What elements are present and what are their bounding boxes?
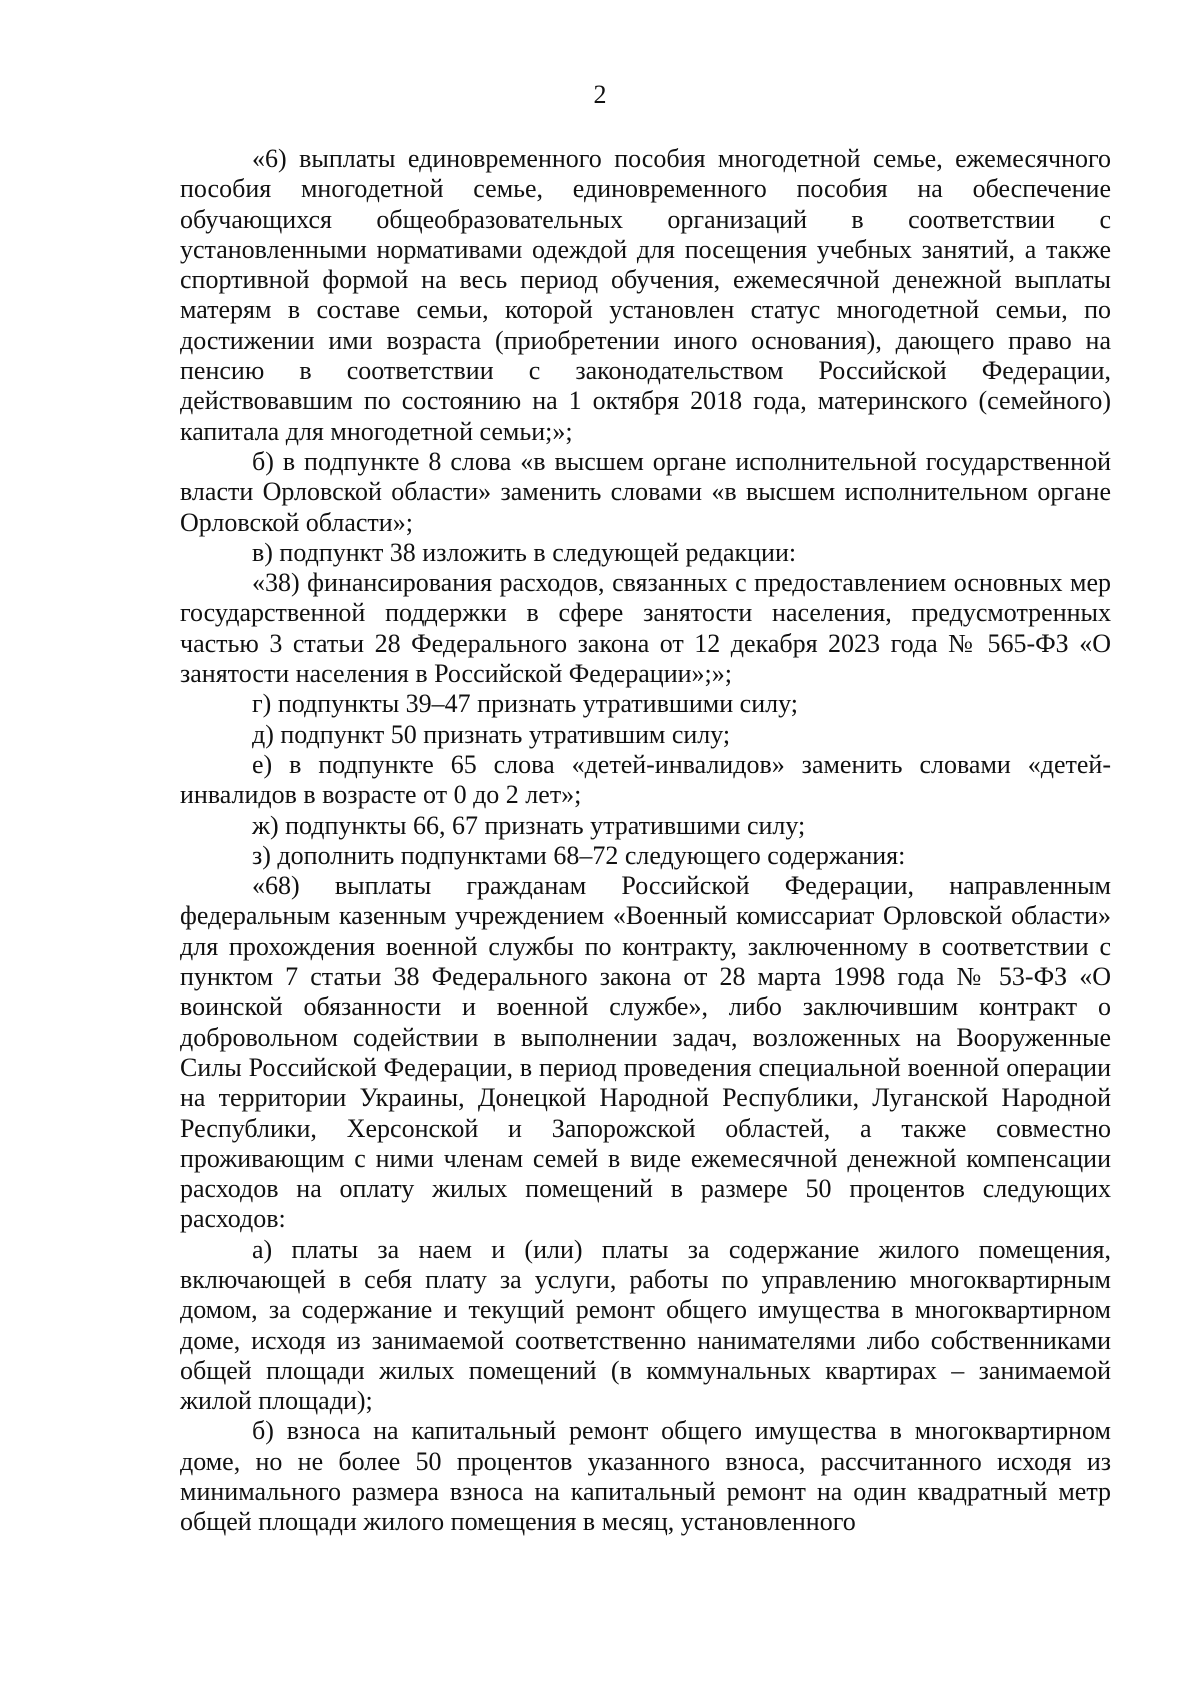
paragraph-subitem-z: з) дополнить подпунктами 68–72 следующего содержания: <box>252 840 906 870</box>
paragraph-item-38: «38) финансирования расходов, связанных с предоставлением основных мер государственной поддержки в сфере занятости населения, предусмотренных частью 3 статьи 28 Федерального закона от 12 декабря 2023 года № 565-ФЗ «О занятости населения в Российской Федерации»;»; <box>180 568 1111 689</box>
paragraph-subitem-d: д) подпункт 50 признать утратившим силу; <box>252 719 731 749</box>
paragraph-subitem-v: в) подпункт 38 изложить в следующей редакции: <box>252 537 797 567</box>
paragraph-subitem-zh: ж) подпункты 66, 67 признать утратившими силу; <box>252 810 806 840</box>
paragraph-subitem-e: е) в подпункте 65 слова «детей-инвалидов» заменить словами «детей-инвалидов в возрасте от 0 до 2 лет»; <box>180 749 1111 810</box>
paragraph-item-68-b: б) взноса на капитальный ремонт общего имущества в многоквартирном доме, но не более 50 процентов указанного взноса, рассчитанного исходя из минимального размера взноса на капитальный ремонт на один квадратный метр общей площади жилого помещения в месяц, установленного <box>180 1416 1111 1537</box>
paragraph-item-68: «68) выплаты гражданам Российской Федерации, направленным федеральным казенным учреждением «Военный комиссариат Орловской области» для прохождения военной службы по контракту, заключенному в соответствии с пунктом 7 статьи 38 Федерального закона от 28 марта 1998 года № 53-ФЗ «О воинской обязанности и военной службе», либо заключившим контракт о добровольном содействии в выполнении задач, возложенных на Вооруженные Силы Российской Федерации, в период проведения специальной военной операции на территории Украины, Донецкой Народной Республики, Луганской Народной Республики, Херсонской и Запорожской областей, а также совместно проживающим с ними членам семей в виде ежемесячной денежной компенсации расходов на оплату жилых помещений в размере 50 процентов следующих расходов: <box>180 871 1111 1234</box>
page-number: 2 <box>593 80 607 109</box>
paragraph-item-6: «6) выплаты единовременного пособия многодетной семье, ежемесячного пособия многодетной семье, единовременного пособия на обеспечение обучающихся общеобразовательных организаций в соответствии с установленными нормативами одеждой для посещения учебных занятий, а также спортивной формой на весь период обучения, ежемесячной денежной выплаты матерям в составе семьи, которой установлен статус многодетной семьи, по достижении ими возраста (приобретении иного основания), дающего право на пенсию в соответствии с законодательством Российской Федерации, действовавшим по состоянию на 1 октября 2018 года, материнского (семейного) капитала для многодетной семьи;»; <box>180 144 1111 446</box>
paragraph-item-68-a: а) платы за наем и (или) платы за содержание жилого помещения, включающей в себя плату за услуги, работы по управлению многоквартирным домом, за содержание и текущий ремонт общего имущества в многоквартирном доме, исходя из занимаемой соответственно нанимателями либо собственниками общей площади жилых помещений (в коммунальных квартирах – занимаемой жилой площади); <box>180 1234 1111 1416</box>
paragraph-subitem-g: г) подпункты 39–47 признать утратившими силу; <box>252 689 798 719</box>
paragraph-subitem-b: б) в подпункте 8 слова «в высшем органе исполнительной государственной власти Орловской области» заменить словами «в высшем исполнительном органе Орловской области»; <box>180 446 1111 537</box>
document-body <box>180 144 1111 1538</box>
